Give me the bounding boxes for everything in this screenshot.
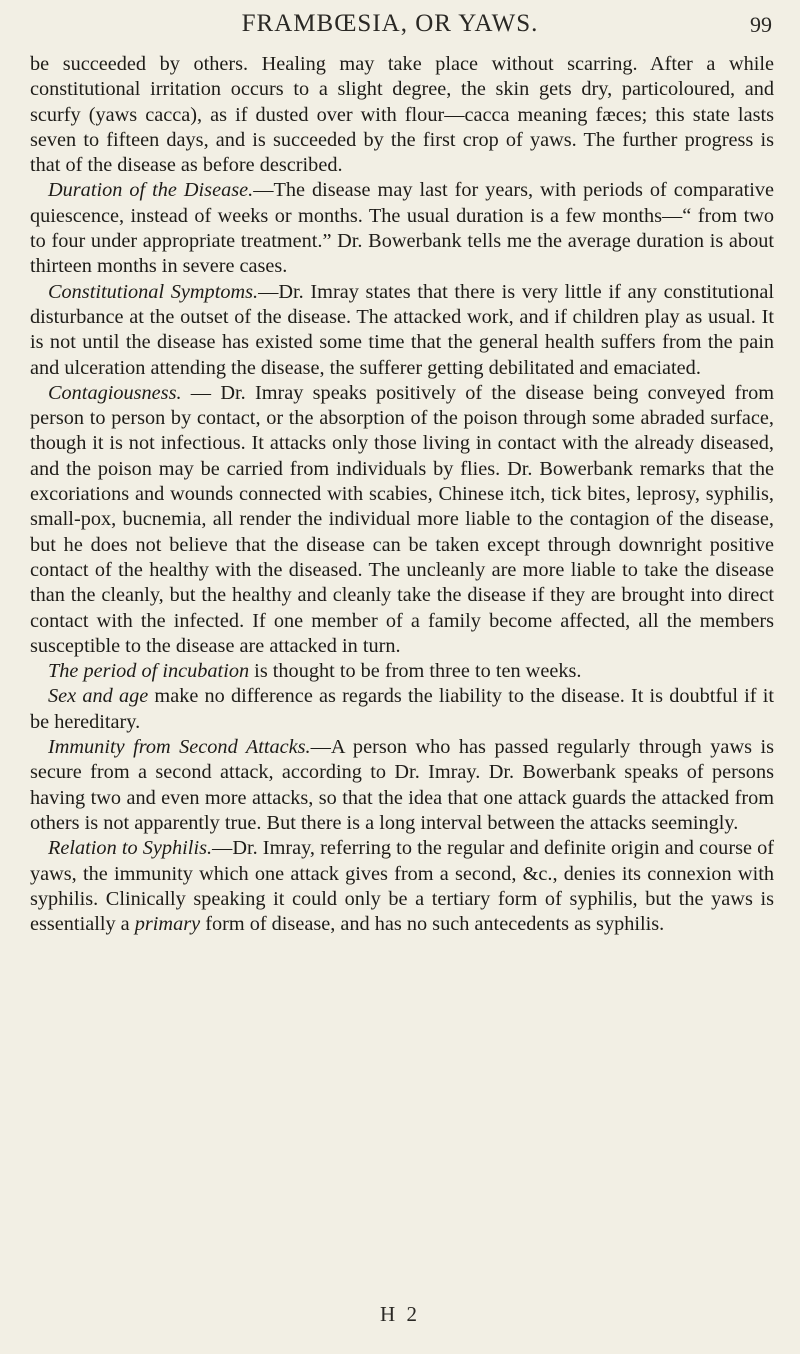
paragraph-text: form of disease, and has no such antecedents as syphilis. bbox=[200, 913, 665, 936]
body-text bbox=[30, 52, 774, 937]
paragraph-text: —The disease may last for years, with periods of comparative quiescence, instead of weeks or months. The usual duration is a few months—“ from two to four under appropriate treatment.” Dr. Bowerbank tells me the average duration is about thirteen months in severe cases. bbox=[30, 179, 774, 278]
paragraph-text: —Dr. Imray states that there is very little if any constitutional disturbance at the outset of the disease. The attacked work, and if children play as usual. It is not until the disease has existed some time that the general health suffers from the pain and ulceration attending the disease, the sufferer getting debilitated and emaciated. bbox=[30, 280, 774, 379]
paragraph-text: make no difference as regards the liability to the disease. It is doubtful if it be hereditary. bbox=[30, 685, 774, 733]
paragraph-continuation bbox=[30, 52, 774, 178]
paragraph-sex-and-age bbox=[30, 684, 774, 735]
running-title: FRAMBŒSIA, OR YAWS. bbox=[241, 10, 539, 37]
paragraph-constitutional-symptoms bbox=[30, 280, 774, 381]
section-lead-immunity: Immunity from Second Attacks. bbox=[48, 736, 311, 759]
paragraph-text: be succeeded by others. Healing may take place without scarring. After a while constitutional irritation occurs to a slight degree, the skin gets dry, particoloured, and scurfy (yaws cacca), as if dusted over with flour—cacca meaning fæces; this state lasts seven to fifteen days, and is succeeded by the first crop of yaws. The further progress is that of the disease as before described. bbox=[30, 53, 774, 177]
paragraph-immunity bbox=[30, 735, 774, 836]
section-lead-constitutional-symptoms: Constitutional Symptoms. bbox=[48, 280, 259, 303]
running-head bbox=[0, 10, 800, 44]
signature-mark: H 2 bbox=[380, 1302, 420, 1326]
section-lead-sex-and-age: Sex and age bbox=[48, 685, 149, 708]
section-lead-incubation: The period of incubation bbox=[48, 660, 250, 683]
paragraph-text: —Dr. Imray, referring to the regular and definite origin and course of yaws, the immunity which one attack gives from a second, &c., denies its connexion with syphilis. Clinically speaking it could only be a tertiary form of syphilis, but the yaws is essentially a bbox=[30, 837, 774, 936]
section-lead-relation-to-syphilis: Relation to Syphilis. bbox=[48, 837, 213, 860]
emphasis-primary: primary bbox=[134, 913, 201, 936]
section-lead-duration: Duration of the Disease. bbox=[48, 179, 254, 202]
paragraph-text: is thought to be from three to ten weeks. bbox=[249, 660, 582, 683]
page-number: 99 bbox=[750, 12, 772, 37]
paragraph-text: — Dr. Imray speaks positively of the disease being conveyed from person to person by contact, or the absorption of the poison through some abraded surface, though it is not infectious. It attacks only those living in contact with the already diseased, and the poison may be carried from individuals by flies. Dr. Bowerbank remarks that the excoriations and wounds connected with scabies, Chinese itch, tick bites, leprosy, syphilis, small-pox, bucnemia, all render the individual more liable to the contagion of the disease, but he does not believe that the disease can be taken except through downright positive contact of the healthy with the diseased. The uncleanly are more liable to take the disease than the cleanly, but the healthy and cleanly take the disease if they are brought into direct contact with the infected. If one member of a family become affected, all the members susceptible to the disease are attacked in turn. bbox=[30, 381, 774, 657]
paragraph-incubation bbox=[30, 659, 774, 684]
paragraph-duration bbox=[30, 178, 774, 279]
paragraph-contagiousness bbox=[30, 381, 774, 659]
section-lead-contagiousness: Contagiousness. bbox=[48, 381, 182, 404]
paragraph-text: —A person who has passed regularly through yaws is secure from a second attack, according to Dr. Imray. Dr. Bowerbank speaks of persons having two and even more attacks, so that the idea that one attack guards the attacked from others is not apparently true. But there is a long interval between the attacks seemingly. bbox=[30, 736, 774, 834]
paragraph-relation-to-syphilis bbox=[30, 836, 774, 937]
